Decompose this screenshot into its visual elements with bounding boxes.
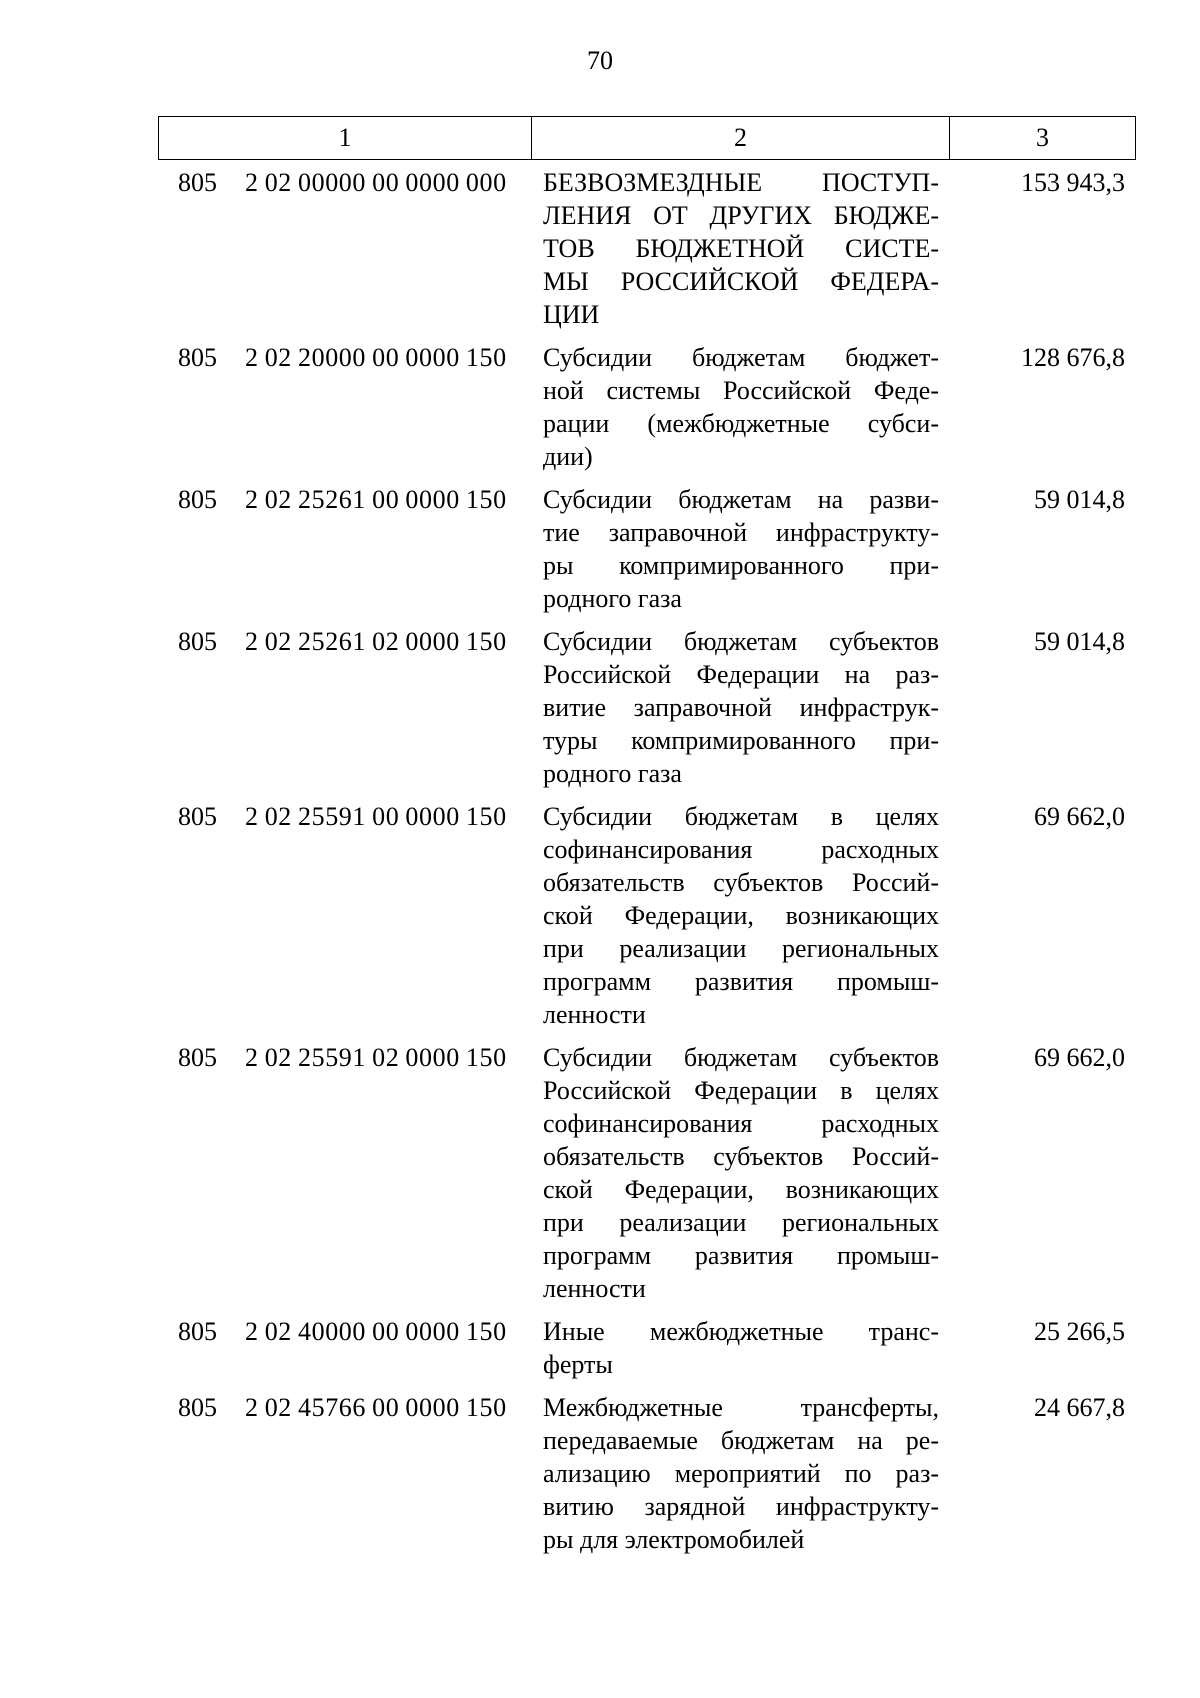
income-description (543, 1041, 939, 1305)
amount-value: 25 266,5 (1034, 1317, 1125, 1346)
budget-classification-code: 2 02 25591 00 0000 150 (245, 802, 507, 831)
header-col-1: 1 (159, 117, 532, 159)
admin-code: 805 (178, 485, 217, 514)
description-line: Субсидии бюджетам субъектов (543, 627, 939, 656)
description-line: софинансирования расходных (543, 835, 939, 864)
budget-classification-code: 2 02 25261 02 0000 150 (245, 627, 507, 656)
table-row (0, 1315, 1200, 1391)
admin-code: 805 (178, 343, 217, 372)
description-line: ной системы Российской Феде- (543, 376, 939, 405)
description-line: ленности (543, 1000, 646, 1029)
description-line: при реализации региональных (543, 934, 939, 963)
description-line: ЦИИ (543, 300, 600, 329)
amount-value: 59 014,8 (1034, 627, 1125, 656)
description-line: ализацию мероприятий по раз- (543, 1459, 939, 1488)
description-line: программ развития промыш- (543, 967, 939, 996)
table-body (0, 166, 1200, 1566)
admin-code: 805 (178, 1393, 217, 1422)
budget-classification-code: 2 02 00000 00 0000 000 (245, 168, 507, 197)
description-line: ской Федерации, возникающих (543, 1175, 939, 1204)
amount-value: 24 667,8 (1034, 1393, 1125, 1422)
description-line: обязательств субъектов Россий- (543, 1142, 939, 1171)
admin-code: 805 (178, 168, 217, 197)
income-description (543, 483, 939, 615)
income-description (543, 800, 939, 1031)
admin-code: 805 (178, 1317, 217, 1346)
budget-classification-code: 2 02 25591 02 0000 150 (245, 1043, 507, 1072)
description-line: рации (межбюджетные субси- (543, 409, 939, 438)
budget-classification-code: 2 02 25261 00 0000 150 (245, 485, 507, 514)
description-line: Российской Федерации на раз- (543, 660, 939, 689)
description-line: Субсидии бюджетам в целях (543, 802, 939, 831)
amount-value: 128 676,8 (1021, 343, 1125, 372)
description-line: тие заправочной инфраструкту- (543, 518, 939, 547)
description-line: Межбюджетные трансферты, (543, 1393, 939, 1422)
description-line: ленности (543, 1274, 646, 1303)
description-line: софинансирования расходных (543, 1109, 939, 1138)
description-line: Субсидии бюджетам бюджет- (543, 343, 939, 372)
description-line: программ развития промыш- (543, 1241, 939, 1270)
description-line: при реализации региональных (543, 1208, 939, 1237)
table-row (0, 800, 1200, 1041)
amount-value: 153 943,3 (1021, 168, 1125, 197)
table-row (0, 166, 1200, 341)
description-line: Субсидии бюджетам на разви- (543, 485, 939, 514)
description-line: ской Федерации, возникающих (543, 901, 939, 930)
description-line: ры для электромобилей (543, 1525, 805, 1554)
description-line: Российской Федерации в целях (543, 1076, 939, 1105)
income-description (543, 1391, 939, 1556)
description-line: Субсидии бюджетам субъектов (543, 1043, 939, 1072)
table-row (0, 483, 1200, 625)
table-row (0, 625, 1200, 800)
amount-value: 69 662,0 (1034, 1043, 1125, 1072)
admin-code: 805 (178, 1043, 217, 1072)
table-header (158, 116, 1136, 160)
header-col-3: 3 (1036, 123, 1049, 152)
description-line: обязательств субъектов Россий- (543, 868, 939, 897)
description-line: Иные межбюджетные транс- (543, 1317, 939, 1346)
admin-code: 805 (178, 627, 217, 656)
description-line: дии) (543, 442, 593, 471)
description-line: родного газа (543, 759, 682, 788)
table-row (0, 1041, 1200, 1315)
header-col-2: 2 (532, 117, 950, 159)
page-number: 70 (587, 46, 613, 75)
description-line: родного газа (543, 584, 682, 613)
budget-classification-code: 2 02 20000 00 0000 150 (245, 343, 507, 372)
description-line: ТОВ БЮДЖЕТНОЙ СИСТЕ- (543, 234, 939, 263)
description-line: БЕЗВОЗМЕЗДНЫЕ ПОСТУП- (543, 168, 939, 197)
description-line: ры компримированного при- (543, 551, 939, 580)
description-line: туры компримированного при- (543, 726, 939, 755)
description-line: ЛЕНИЯ ОТ ДРУГИХ БЮДЖЕ- (543, 201, 939, 230)
budget-classification-code: 2 02 45766 00 0000 150 (245, 1393, 507, 1422)
income-description (543, 341, 939, 473)
description-line: витие заправочной инфраструк- (543, 693, 939, 722)
budget-classification-code: 2 02 40000 00 0000 150 (245, 1317, 507, 1346)
income-description (543, 166, 939, 331)
description-line: МЫ РОССИЙСКОЙ ФЕДЕРА- (543, 267, 939, 296)
income-description (543, 625, 939, 790)
amount-value: 59 014,8 (1034, 485, 1125, 514)
table-row (0, 1391, 1200, 1566)
amount-value: 69 662,0 (1034, 802, 1125, 831)
description-line: ферты (543, 1350, 613, 1379)
table-row (0, 341, 1200, 483)
description-line: витию зарядной инфраструкту- (543, 1492, 939, 1521)
income-description (543, 1315, 939, 1381)
description-line: передаваемые бюджетам на ре- (543, 1426, 939, 1455)
admin-code: 805 (178, 802, 217, 831)
